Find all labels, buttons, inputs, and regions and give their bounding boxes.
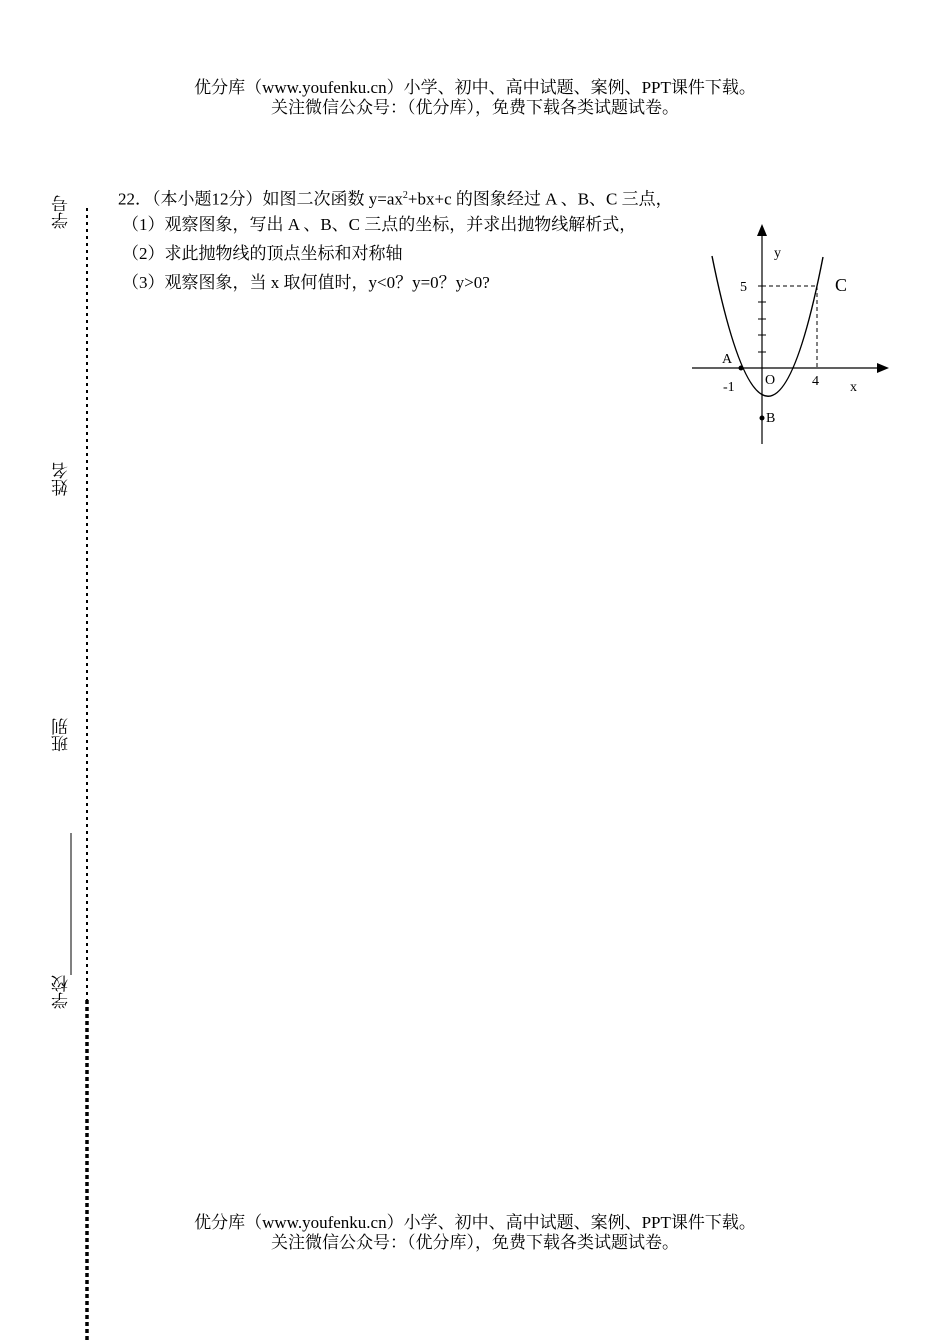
point-a: [739, 366, 744, 371]
side-label-school: 学校: [52, 975, 71, 1009]
x-axis-label: x: [850, 380, 857, 395]
side-label-name: 姓名: [52, 462, 71, 496]
question-title-exponent: 2: [402, 190, 408, 201]
side-label-class: 班别: [52, 718, 71, 752]
question-part-1: （1）观察图象，写出 A 、B、C 三点的坐标，并求出抛物线解析式，: [122, 215, 637, 234]
question-title-suffix: +bx+c 的图象经过 A 、B、C 三点，: [407, 189, 673, 209]
footer-line-2: 关注微信公众号：（优分库），免费下载各类试题试卷。: [271, 1233, 679, 1252]
x-axis-arrow: [877, 363, 889, 373]
question-part-2: （2）求此抛物线的顶点坐标和对称轴: [122, 244, 403, 263]
header-line-2: 关注微信公众号：（优分库），免费下载各类试题试卷。: [271, 98, 679, 117]
origin-label: O: [765, 373, 776, 388]
question-title-prefix: 22．（本小题12分）如图二次函数 y=ax: [118, 189, 403, 209]
y-axis-label: y: [774, 246, 781, 261]
point-b: [760, 416, 765, 421]
question-part-3: （3）观察图象，当 x 取何值时，y<0？y=0？y>0?: [122, 273, 490, 292]
point-b-label: B: [766, 411, 776, 426]
side-label-student-id: 学号: [52, 195, 71, 229]
y-axis-arrow: [757, 224, 767, 236]
header-line-1: 优分库（www.youfenku.cn）小学、初中、高中试题、案例、PPT课件下载。: [194, 78, 756, 97]
footer-line-1: 优分库（www.youfenku.cn）小学、初中、高中试题、案例、PPT课件下载。: [194, 1213, 756, 1232]
tick-label-4: 4: [812, 374, 819, 389]
question-title: [118, 185, 673, 211]
tick-label-5: 5: [740, 280, 747, 295]
parabola-figure: [690, 220, 895, 448]
point-a-label: A: [722, 352, 733, 367]
point-c-label: C: [835, 275, 848, 295]
tick-label-neg1: -1: [723, 380, 735, 395]
